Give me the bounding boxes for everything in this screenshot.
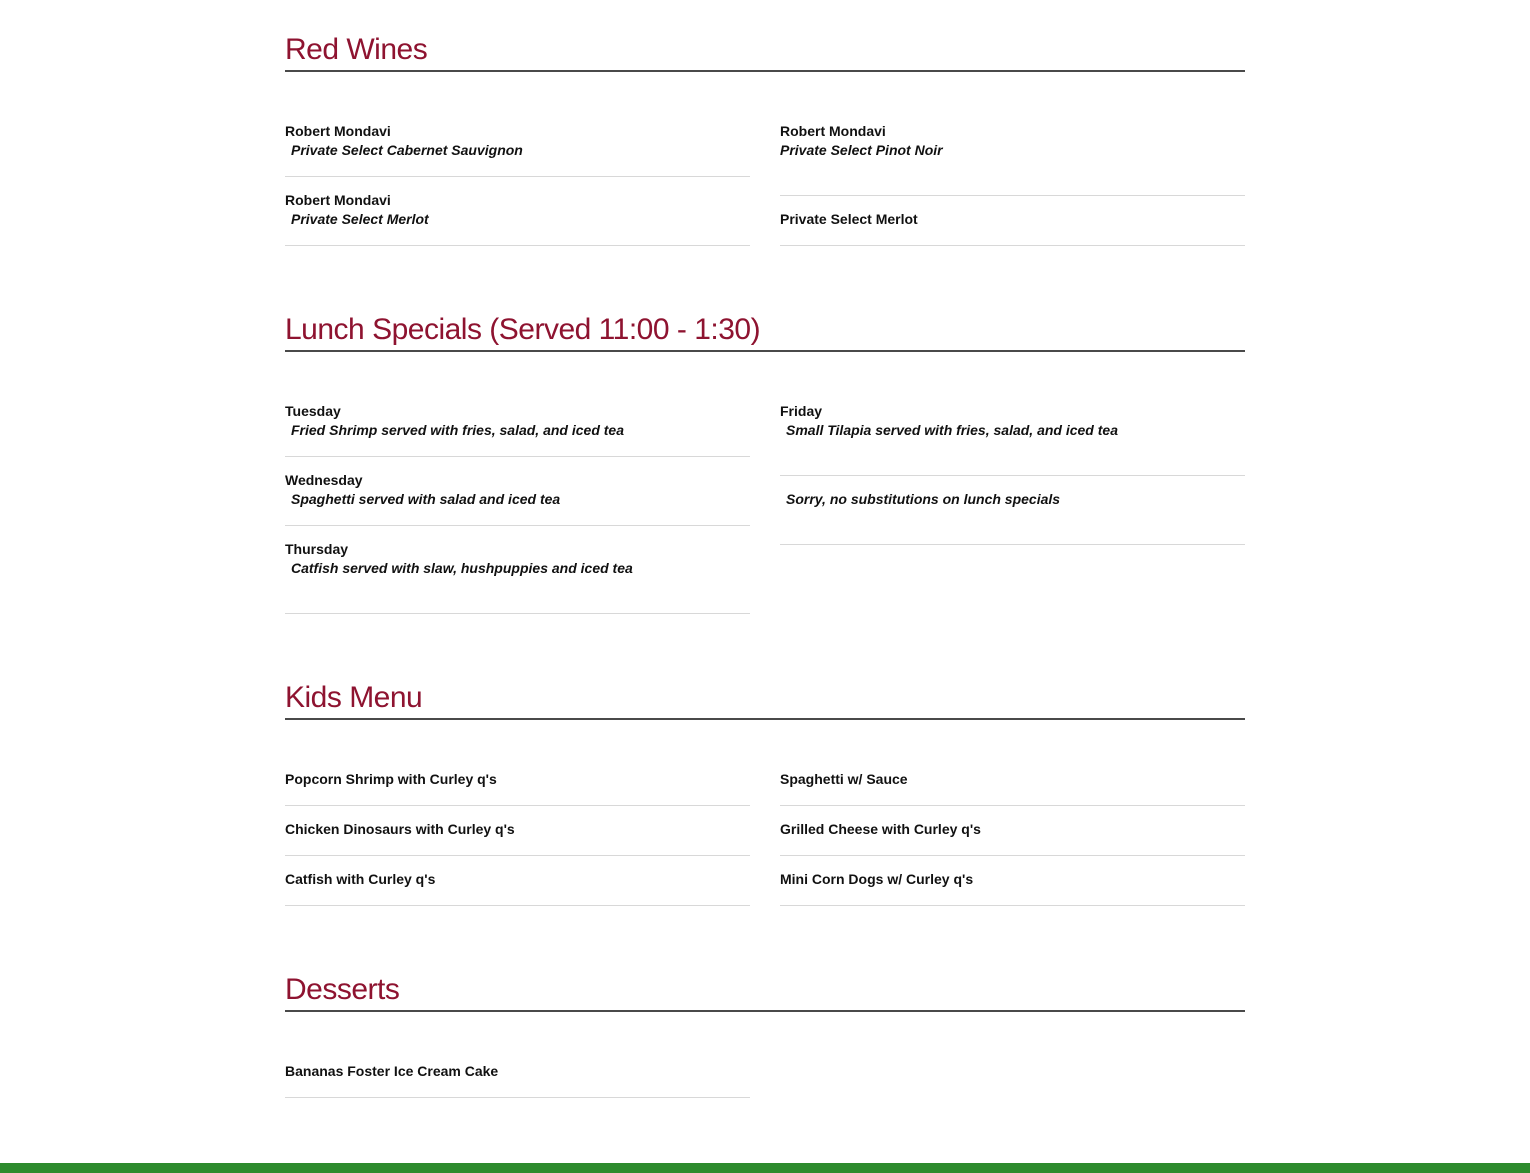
item-name: Robert Mondavi: [285, 123, 391, 139]
menu-item: [285, 806, 750, 856]
menu-item: [285, 1062, 750, 1098]
item-description: Sorry, no substitutions on lunch specials: [786, 491, 1061, 507]
menu-item: [285, 402, 750, 457]
item-name: Robert Mondavi: [780, 123, 886, 139]
item-description: Private Select Pinot Noir: [780, 142, 943, 158]
item-name: Grilled Cheese with Curley q's: [780, 821, 981, 837]
menu-item: [780, 770, 1245, 806]
section-title: Red Wines: [285, 33, 428, 66]
menu-item: [780, 476, 1245, 545]
section-title: Desserts: [285, 973, 400, 1006]
menu-column-right: [780, 122, 1245, 246]
menu-column-right: [780, 402, 1245, 545]
item-name: Thursday: [285, 541, 349, 557]
section-divider: [285, 718, 1245, 720]
item-description: Private Select Cabernet Sauvignon: [291, 142, 523, 158]
menu-item: [780, 196, 1245, 246]
item-description: Fried Shrimp served with fries, salad, and iced tea: [291, 422, 624, 438]
menu-item: [285, 526, 750, 614]
item-name: Bananas Foster Ice Cream Cake: [285, 1063, 499, 1079]
item-name: Tuesday: [285, 403, 341, 419]
section-title: Lunch Specials (Served 11:00 - 1:30): [285, 313, 761, 346]
item-description: Private Select Merlot: [291, 211, 429, 227]
menu-column-left: [285, 122, 750, 246]
item-name: Mini Corn Dogs w/ Curley q's: [780, 871, 974, 887]
menu-column-right: [780, 770, 1245, 906]
menu-item: [780, 122, 1245, 196]
item-name: Robert Mondavi: [285, 192, 391, 208]
item-name: Wednesday: [285, 472, 363, 488]
footer-bar: [0, 1163, 1530, 1173]
menu-item: [285, 457, 750, 526]
item-name: Friday: [780, 403, 823, 419]
item-name: Private Select Merlot: [780, 211, 918, 227]
menu-column-left: [285, 770, 750, 906]
menu-item: [780, 806, 1245, 856]
menu-item: [285, 122, 750, 177]
item-description: Small Tilapia served with fries, salad, and iced tea: [786, 422, 1118, 438]
item-description: Spaghetti served with salad and iced tea: [291, 491, 561, 507]
item-name: Chicken Dinosaurs with Curley q's: [285, 821, 515, 837]
menu-column-left: [285, 1062, 750, 1098]
item-name: Catfish with Curley q's: [285, 871, 436, 887]
menu-item: [285, 856, 750, 906]
menu-column-left: [285, 402, 750, 614]
menu-item: [285, 770, 750, 806]
section-divider: [285, 350, 1245, 352]
section-divider: [285, 1010, 1245, 1012]
section-divider: [285, 70, 1245, 72]
menu-item: [780, 856, 1245, 906]
section-title: Kids Menu: [285, 681, 423, 714]
item-name: Spaghetti w/ Sauce: [780, 771, 908, 787]
menu-item: [780, 402, 1245, 476]
item-description: Catfish served with slaw, hushpuppies and iced tea: [291, 560, 633, 576]
item-name: Popcorn Shrimp with Curley q's: [285, 771, 497, 787]
menu-item: [285, 177, 750, 246]
